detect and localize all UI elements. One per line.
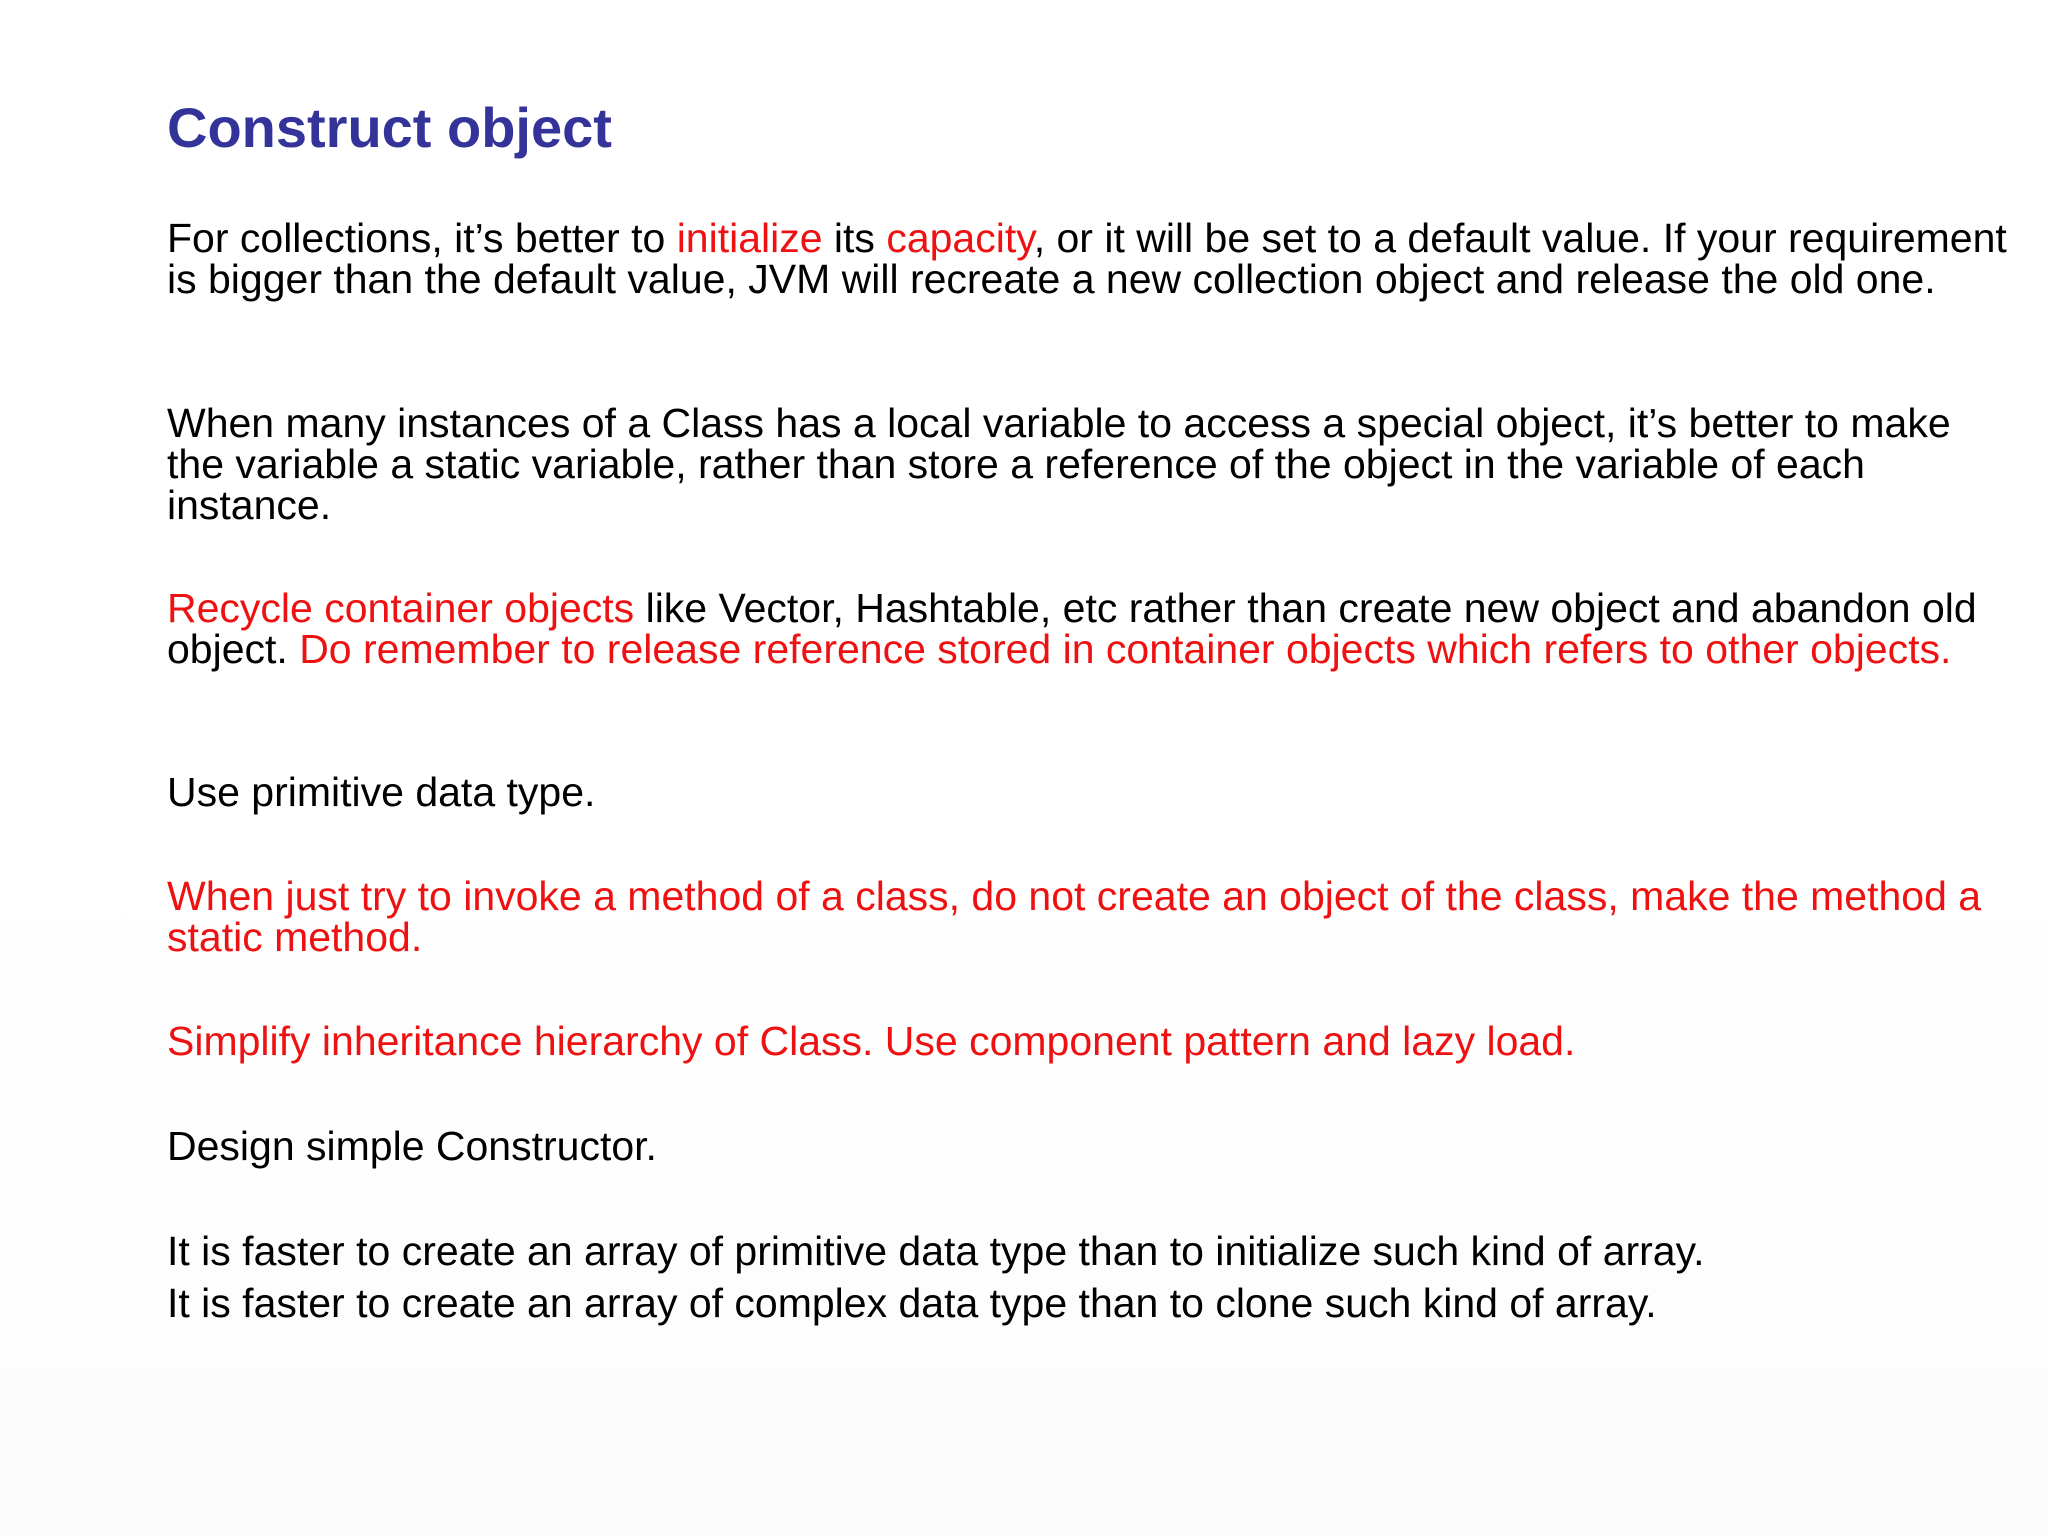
array-primitive-line: It is faster to create an array of primitive data type than to initialize such kind of array. — [167, 1228, 1705, 1274]
highlight-initialize: initialize — [676, 215, 823, 261]
text-segment: , or it will be set to a default value. If your requirement is bigger than the default value, JVM will recreate a new collection object and release the old one. — [167, 215, 2007, 302]
paragraph-recycle-containers — [167, 585, 2007, 672]
highlight-recycle-container-objects: Recycle container objects — [167, 585, 635, 631]
paragraph-collections-capacity — [167, 215, 2007, 302]
text-segment: Design simple Constructor. — [167, 1123, 657, 1169]
text-segment: For collections, it’s better to — [167, 215, 677, 261]
highlight-static-method: When just try to invoke a method of a class, do not create an object of the class, make the method a static method. — [167, 873, 1982, 960]
text-segment: Use primitive data type. — [167, 769, 596, 815]
text-segment: like Vector, Hashtable, etc rather than create new object and abandon old object. — [167, 585, 1977, 672]
highlight-release-reference: Do remember to release reference stored in container objects which refers to other objects. — [299, 626, 1952, 672]
paragraph-static-method — [167, 873, 2007, 960]
text-segment: When many instances of a Class has a local variable to access a special object, it’s better to make the variable a static variable, rather than store a reference of the object in the variable of each instance. — [167, 400, 1951, 528]
text-segment: its — [822, 215, 887, 261]
paragraph-static-variable — [167, 400, 2007, 528]
paragraph-primitive-data-type — [167, 769, 2007, 815]
paragraph-simple-constructor — [167, 1123, 2007, 1169]
array-complex-line: It is faster to create an array of complex data type than to clone such kind of array. — [167, 1280, 1657, 1326]
highlight-simplify-inheritance: Simplify inheritance hierarchy of Class. Use component pattern and lazy load. — [167, 1018, 1576, 1064]
paragraph-simplify-inheritance — [167, 1018, 2007, 1064]
paragraph-array-creation — [167, 1225, 2007, 1329]
highlight-capacity: capacity — [886, 215, 1034, 261]
slide-title: Construct object — [167, 96, 612, 159]
